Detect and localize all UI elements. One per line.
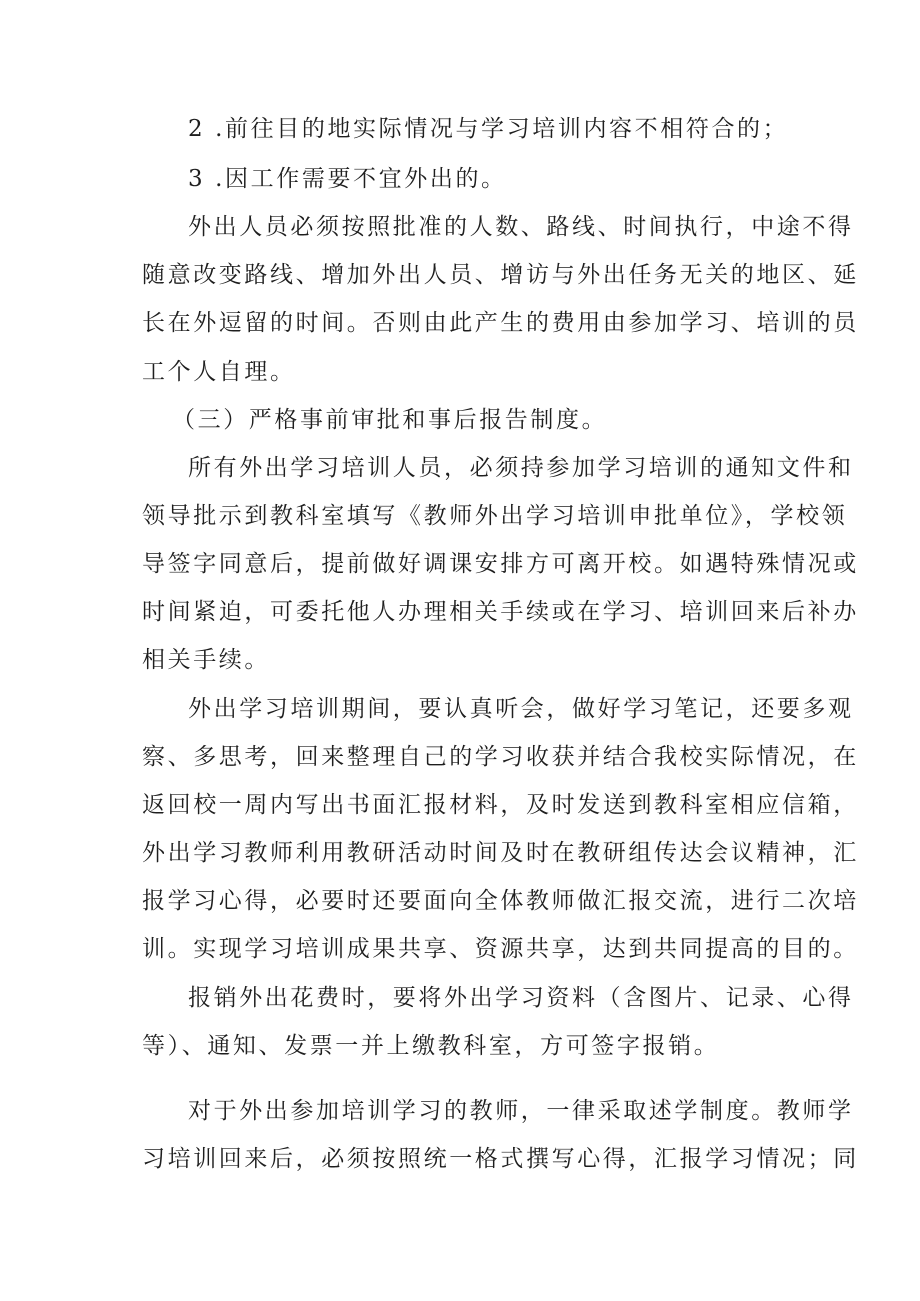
paragraph-line: 返回校一周内写出书面汇报材料，及时发送到教科室相应信箱， [142, 792, 859, 818]
paragraph-line: 等）、通知、发票一并上缴教科室，方可签字报销。 [142, 1033, 720, 1059]
paragraph-line: 时间紧迫，可委托他人办理相关手续或在学习、培训回来后补办 [142, 599, 859, 625]
paragraph-line: 相关手续。 [142, 647, 270, 673]
paragraph-line: 所有外出学习培训人员，必须持参加学习培训的通知文件和 [188, 455, 854, 481]
paragraph-line: 外出学习教师利用教研活动时间及时在教研组传达会议精神，汇 [142, 840, 859, 866]
paragraph-line: 报学习心得，必要时还要面向全体教师做汇报交流，进行二次培 [142, 888, 859, 914]
paragraph-line: 工个人自理。 [142, 359, 296, 385]
paragraph-line: 外出学习培训期间，要认真听会，做好学习笔记，还要多观 [188, 696, 854, 722]
list-item-2: 2 .前往目的地实际情况与学习培训内容不相符合的； [188, 116, 789, 142]
paragraph-line: 领导批示到教科室填写《教师外出学习培训申批单位》，学校领 [142, 503, 848, 529]
paragraph-line: 外出人员必须按照批准的人数、路线、时间执行，中途不得 [188, 214, 854, 240]
paragraph-line: 习培训回来后，必须按照统一格式撰写心得，汇报学习情况；同 [142, 1146, 859, 1172]
paragraph-line: 导签字同意后，提前做好调课安排方可离开校。如遇特殊情况或 [142, 551, 859, 577]
paragraph-line: 随意改变路线、增加外出人员、增访与外出任务无关的地区、延 [142, 262, 859, 288]
paragraph-line: 对于外出参加培训学习的教师，一律采取述学制度。教师学 [188, 1098, 854, 1124]
paragraph-line: 报销外出花费时，要将外出学习资料（含图片、记录、心得 [188, 985, 854, 1011]
paragraph-line: 长在外逗留的时间。否则由此产生的费用由参加学习、培训的员 [142, 310, 859, 336]
list-item-3: 3 .因工作需要不宜外出的。 [188, 166, 507, 192]
paragraph-line: 训。实现学习培训成果共享、资源共享，达到共同提高的目的。 [142, 936, 859, 962]
section-heading: （三）严格事前审批和事后报告制度。 [172, 407, 608, 433]
paragraph-line: 察、多思考，回来整理自己的学习收获并结合我校实际情况，在 [142, 744, 859, 770]
